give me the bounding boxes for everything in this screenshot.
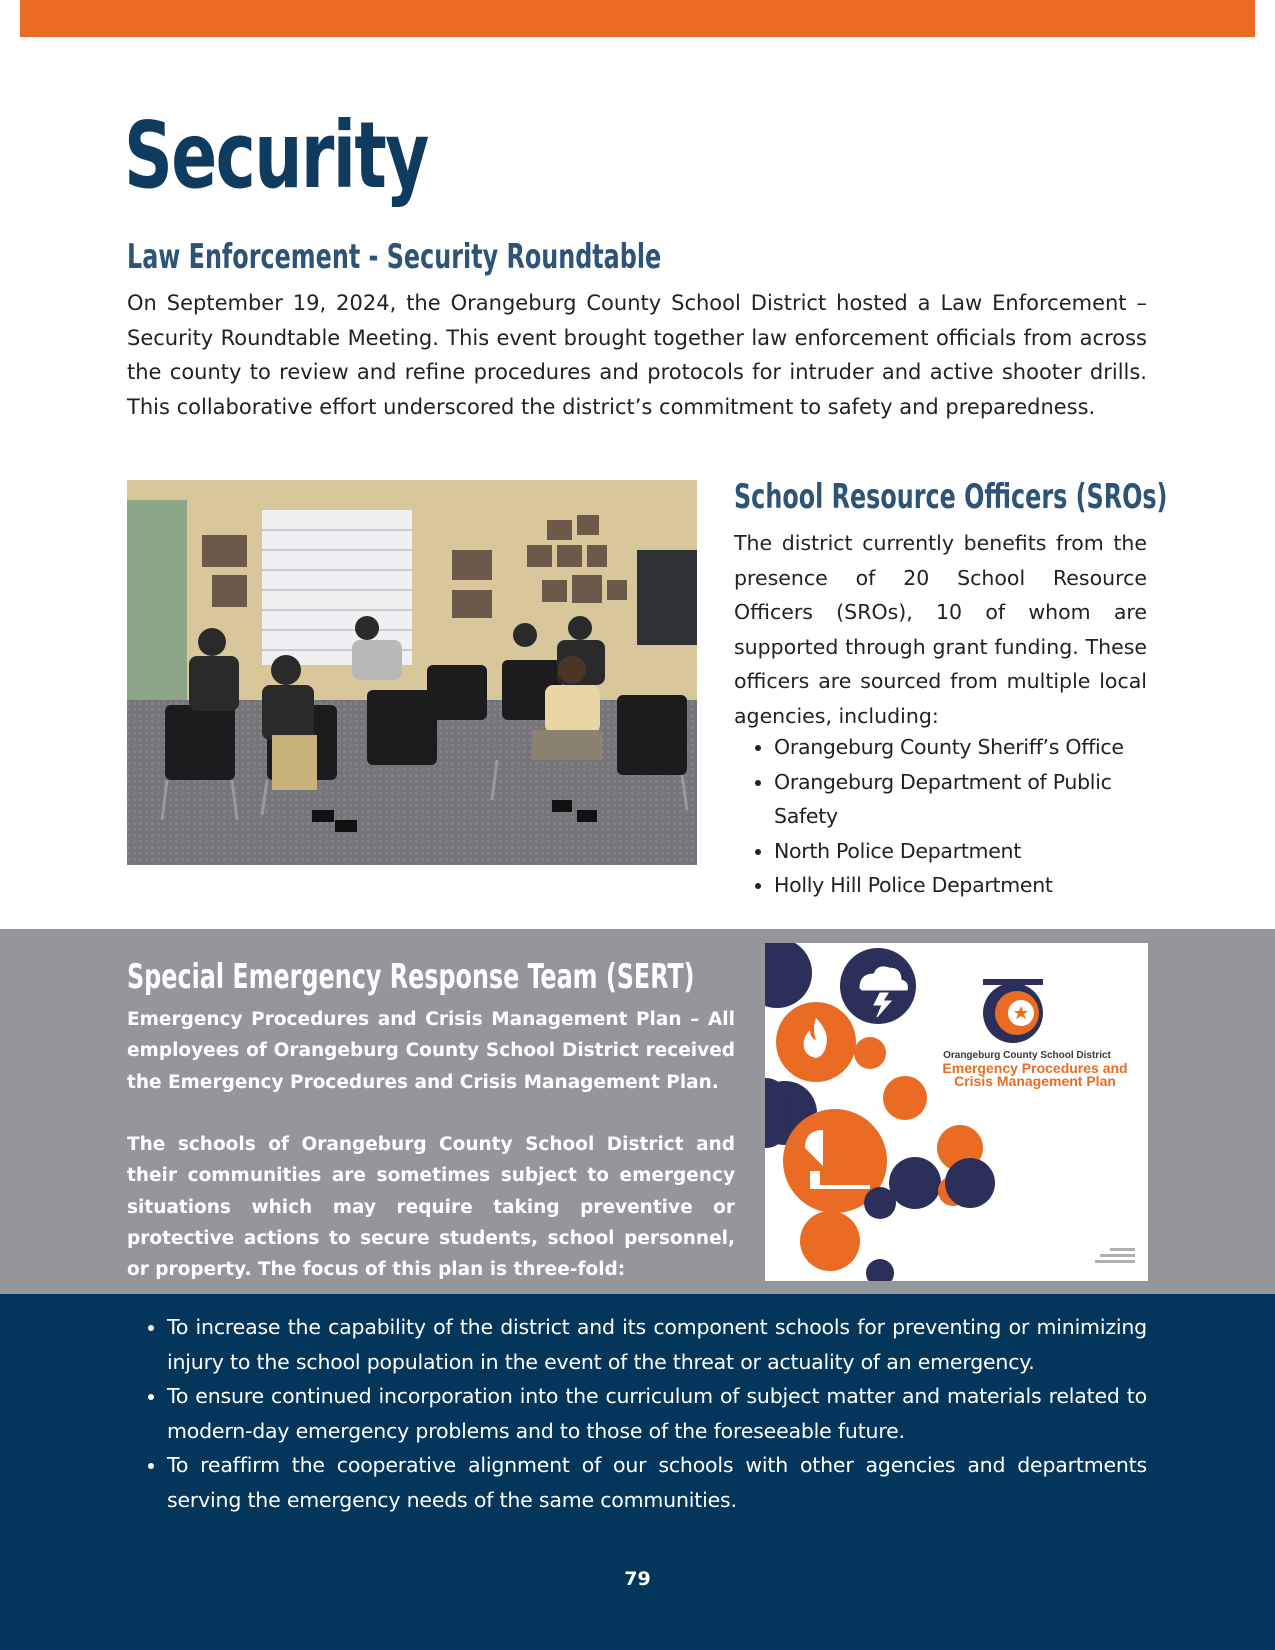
sro-agency-list — [734, 730, 1147, 903]
list-item: • Orangeburg County Sheriff’s Office — [774, 730, 1147, 765]
sert-paragraph-1: Emergency Procedures and Crisis Management Plan – All employees of Orangeburg County School District received the Emergency Procedures and Crisis Management Plan. — [127, 1009, 735, 1093]
list-item: • Holly Hill Police Department — [774, 868, 1147, 903]
list-item: • To increase the capability of the district and its component schools for preventing or minimizing injury to the school population in the event of the threat or actuality of an emergency. — [167, 1310, 1147, 1379]
roundtable-meeting-photo — [127, 480, 697, 865]
roundtable-paragraph: On September 19, 2024, the Orangeburg County School District hosted a Law Enforcement – Security Roundtable Meeting. This event brought together law enforcement officials from across the county to review and refine procedures and protocols for intruder and active shooter drills. This collaborative effort underscored the district’s commitment to safety and preparedness. — [127, 291, 1147, 419]
page-title: Security — [124, 102, 428, 209]
sro-heading: School Resource Officers (SROs) — [734, 477, 1168, 517]
page-number: 79 — [624, 1568, 651, 1590]
cover-title-line-2: Crisis Management Plan — [954, 1073, 1116, 1089]
list-item: • Orangeburg Department of Public Safety — [774, 765, 1147, 834]
sert-heading: Special Emergency Response Team (SERT) — [127, 957, 695, 997]
list-item: • To reaffirm the cooperative alignment of our schools with other agencies and departments serving the emergency needs of the same communities. — [167, 1448, 1147, 1517]
cover-title-line-1: Emergency Procedures and — [942, 1060, 1128, 1076]
crisis-plan-cover-image — [765, 943, 1148, 1281]
top-accent-bar — [20, 0, 1255, 37]
sert-paragraph-2: The schools of Orangeburg County School District and their communities are sometimes subject to emergency situations which may require taking preventive or protective actions to secure students, school personnel, or property. The focus of this plan is three-fold: — [127, 1134, 735, 1281]
list-item: • To ensure continued incorporation into the curriculum of subject matter and materials related to modern-day emergency problems and to those of the foreseeable future. — [167, 1379, 1147, 1448]
cover-district-name: Orangeburg County School District — [943, 1050, 1111, 1061]
roundtable-heading: Law Enforcement - Security Roundtable — [127, 237, 662, 277]
sro-paragraph: The district currently benefits from the presence of 20 School Resource Officers (SROs), 10 of whom are supported through grant funding. These officers are sourced from multiple local agencies, including: — [734, 531, 1147, 728]
list-item: • North Police Department — [774, 834, 1147, 869]
plan-focus-list — [127, 1310, 1147, 1517]
